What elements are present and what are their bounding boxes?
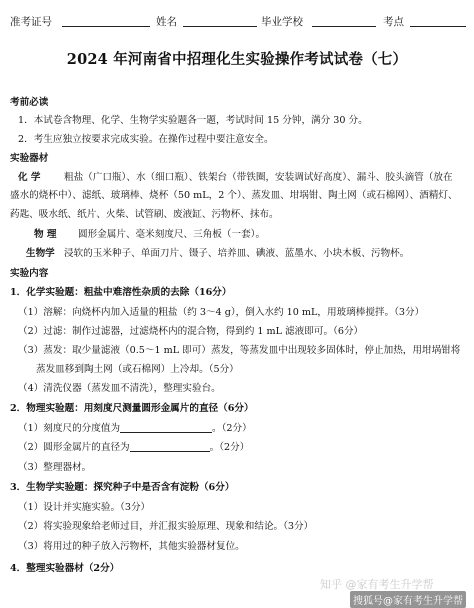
q2-answer-blank-2[interactable] <box>130 441 210 452</box>
q2-line-1 <box>18 422 252 435</box>
notice-heading: 考前必读 <box>10 97 49 108</box>
phys-label: 物 理 <box>34 229 57 240</box>
phys-materials: 圆形金属片、毫米刻度尺、三角板（一套）。 <box>78 229 266 240</box>
q2-line-2-prefix: （2）圆形金属片的直径为 <box>18 442 130 453</box>
name-label: 姓名 <box>156 16 177 28</box>
bio-label: 生物学 <box>26 248 55 259</box>
notice-item: 2．考生应独立按要求完成实验。在操作过程中要注意安全。 <box>18 134 274 145</box>
materials-heading: 实验器材 <box>10 153 49 164</box>
q3-step: （2）将实验现象给老师过目，并汇报实验原理、现象和结论。（3分） <box>18 521 314 532</box>
q4-title: 4．整理实验器材（2分） <box>10 563 120 574</box>
chem-materials-line: 盛水的烧杯中）、滤纸、玻璃棒、烧杯（50 mL，2 个）、蒸发皿、坩埚钳、陶土网（或石棉网）、酒精灯、 <box>10 190 458 201</box>
exam-room-label: 考点 <box>383 16 404 28</box>
questions-heading: 实验内容 <box>10 268 49 279</box>
notice-item: 1．本试卷含物理、化学、生物学实验题各一题，考试时间 15 分钟，满分 30 分。 <box>18 115 368 126</box>
q1-step: （1）溶解：向烧杯内加入适量的粗盐（约 3～4 g），倒入水约 10 mL，用玻璃棒搅拌。（3分） <box>18 307 425 318</box>
q2-answer-blank-1[interactable] <box>120 422 212 433</box>
q1-step: （2）过滤：制作过滤器，过滤烧杯内的混合物，得到约 1 mL 滤液即可。（6分） <box>18 326 364 337</box>
q2-line-1-prefix: （1）刻度尺的分度值为 <box>18 423 121 434</box>
q2-line-2-suffix: 。（2分） <box>209 442 250 453</box>
school-label: 毕业学校 <box>261 16 303 28</box>
chem-materials-line: 药匙、吸水纸、纸片、火柴、试管刷、废液缸、污物杯、抹布。 <box>10 209 279 220</box>
q2-line-1-suffix: 。（2分） <box>212 423 252 434</box>
exam-id-label: 准考证号 <box>10 16 52 28</box>
chem-label: 化 学 <box>18 172 41 183</box>
q3-step: （3）将用过的种子放入污物杯，其他实验器材复位。 <box>18 541 245 552</box>
q1-step-cont: 蒸发皿移到陶土网（或石棉网）上冷却。（5分） <box>36 364 239 375</box>
page-title: 2024 年河南省中招理化生实验操作考试试卷（七） <box>66 51 408 68</box>
chem-materials-line: 粗盐（广口瓶）、水（细口瓶）、铁架台（带铁圈，安装调试好高度）、漏斗、胶头滴管（放在 <box>64 172 453 183</box>
q1-step: （4）清洗仪器（蒸发皿不清洗），整理实验台。 <box>18 383 221 394</box>
sohu-watermark: 搜狐号@家有考生升学帮 <box>350 591 466 608</box>
exam-room-blank <box>410 14 466 27</box>
school-blank <box>312 14 376 27</box>
q1-step: （3）蒸发：取少量滤液（0.5～1 mL 即可）蒸发，等蒸发皿中出现较多固体时，停止加热，用坩埚钳将 <box>18 345 461 356</box>
bio-materials: 浸软的玉米种子、单面刀片、镊子、培养皿、碘液、蓝墨水、小块木板、污物杯。 <box>64 248 410 259</box>
q3-title: 3．生物学实验题：探究种子中是否含有淀粉（6分） <box>10 482 235 493</box>
name-blank <box>183 14 257 27</box>
q3-step: （1）设计并实施实验。（3分） <box>18 502 151 513</box>
q1-title: 1．化学实验题：粗盐中难溶性杂质的去除（16分） <box>10 287 232 298</box>
q2-line-3: （3）整理器材。 <box>18 462 92 473</box>
zhihu-watermark: 知乎 @家有考生升学帮 <box>320 578 434 591</box>
q2-title: 2．物理实验题：用刻度尺测量圆形金属片的直径（6分） <box>10 403 254 414</box>
q2-line-2 <box>18 441 249 454</box>
exam-id-blank <box>62 14 150 27</box>
